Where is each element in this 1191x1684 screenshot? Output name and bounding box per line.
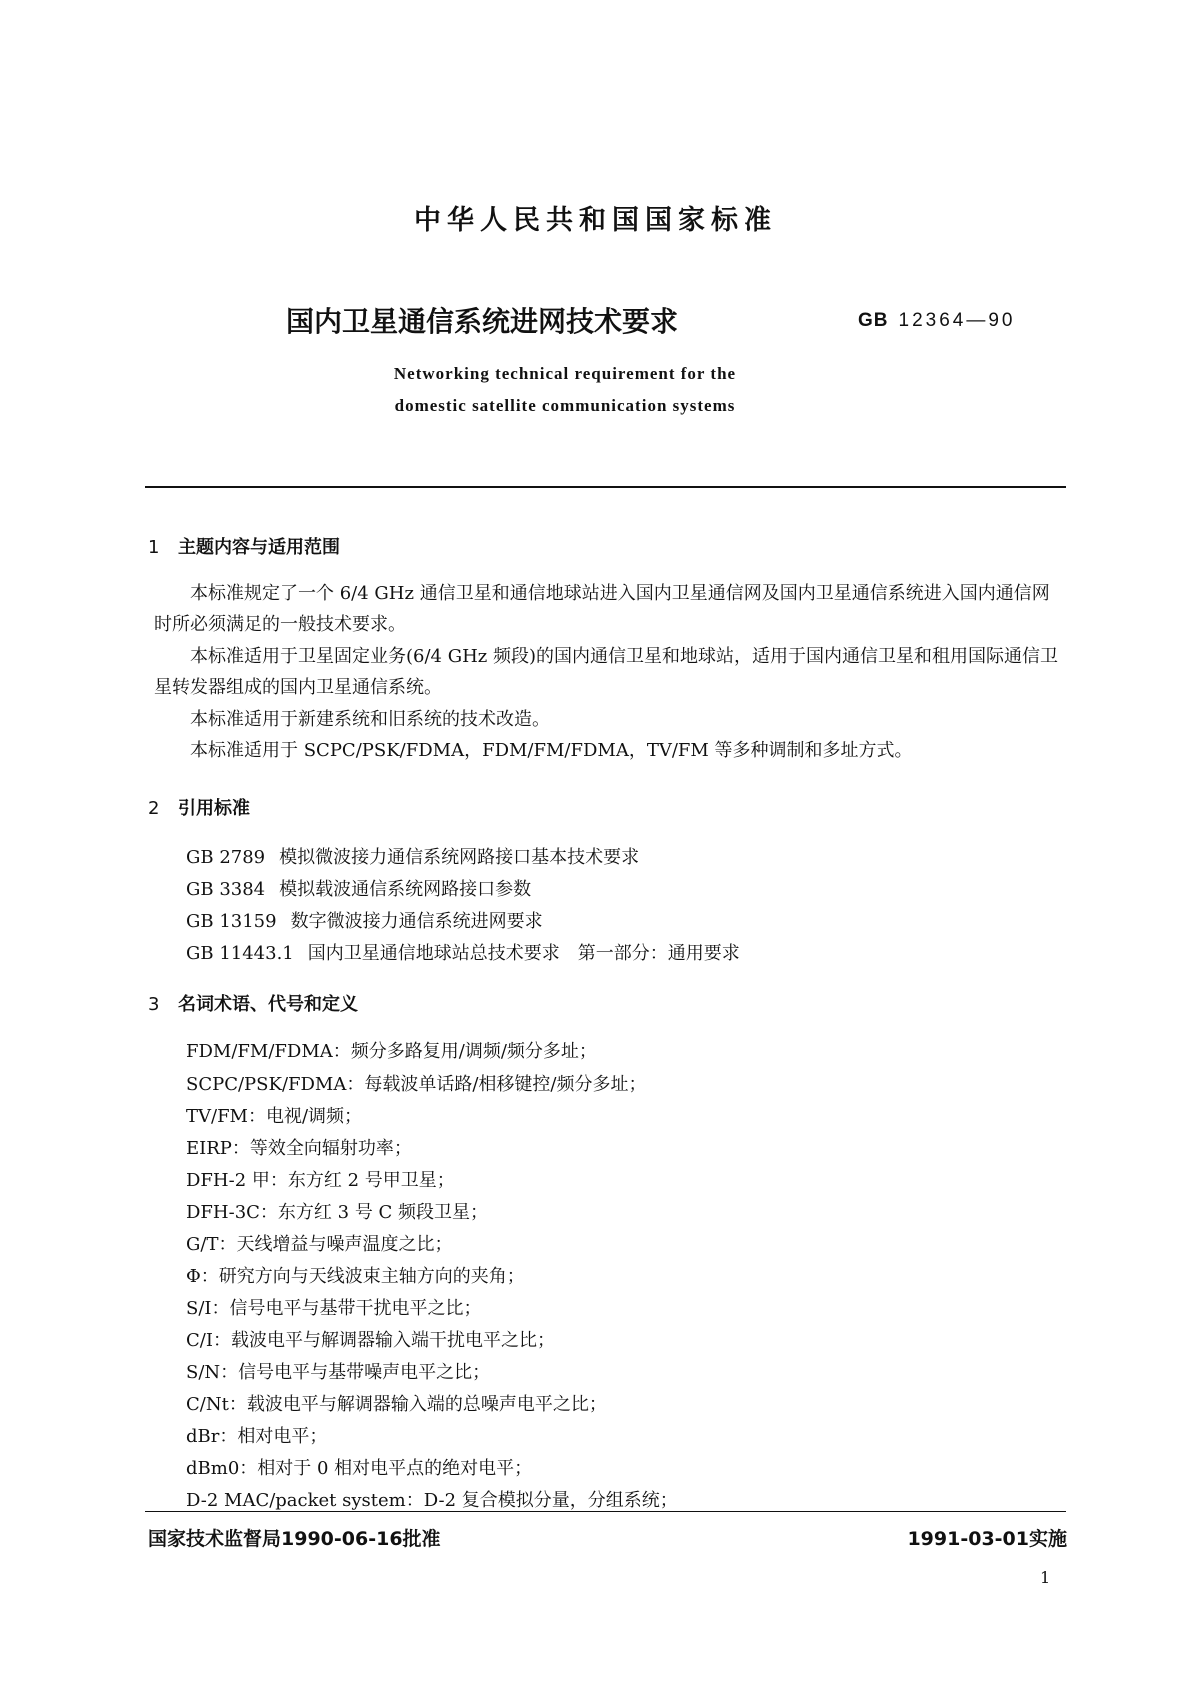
section-1-heading: [148, 533, 340, 559]
reference-code: GB 3384: [186, 879, 266, 900]
term-item: EIRP：等效全向辐射功率；: [186, 1138, 412, 1159]
reference-title: 数字微波接力通信系统进网要求: [290, 911, 543, 932]
standard-title-en-line2: domestic satellite communication systems: [394, 396, 736, 415]
term-item: SCPC/PSK/FDMA：每载波单话路/相移键控/频分多址；: [186, 1074, 647, 1095]
term-item: dBm0：相对于 0 相对电平点的绝对电平；: [186, 1458, 533, 1479]
standard-code-prefix: GB: [858, 310, 889, 331]
header-divider: [145, 486, 1066, 488]
section-1-paragraph-3: 本标准适用于新建系统和旧系统的技术改造。: [190, 709, 550, 730]
section-2-heading: [148, 794, 250, 820]
reference-title: 模拟微波接力通信系统网路接口基本技术要求: [279, 847, 640, 868]
section-2-title: 引用标准: [178, 798, 250, 819]
term-item: DFH-2 甲：东方红 2 号甲卫星；: [186, 1170, 455, 1191]
reference-code: GB 11443.1: [186, 943, 294, 964]
term-item: C/I：载波电平与解调器输入端干扰电平之比；: [186, 1330, 555, 1351]
reference-code: GB 13159: [186, 911, 277, 932]
implementation-date: 1991-03-01实施: [907, 1528, 1067, 1550]
section-3-heading: [148, 990, 358, 1016]
section-3-number: 3: [148, 994, 160, 1015]
term-item: C/Nt：载波电平与解调器输入端的总噪声电平之比；: [186, 1394, 607, 1415]
approval-statement: 国家技术监督局1990-06-16批准: [148, 1528, 441, 1550]
reference-item: [186, 875, 531, 901]
footer-divider: [145, 1511, 1066, 1512]
term-item: S/I：信号电平与基带干扰电平之比；: [186, 1298, 482, 1319]
reference-title: 模拟载波通信系统网路接口参数: [279, 879, 532, 900]
section-3-title: 名词术语、代号和定义: [178, 994, 358, 1015]
standard-code: [858, 310, 1015, 332]
standard-code-number: 12364—90: [898, 310, 1016, 331]
section-1-paragraph-2: 本标准适用于卫星固定业务(6/4 GHz 频段)的国内通信卫星和地球站，适用于国内通信卫星和租用国际通信卫星转发器组成的国内卫星通信系统。: [154, 646, 1059, 698]
reference-code: GB 2789: [186, 847, 266, 868]
page-number: 1: [1040, 1568, 1051, 1587]
reference-item: [186, 843, 639, 869]
standard-title-cn: 国内卫星通信系统进网技术要求: [286, 305, 679, 338]
reference-item: [186, 939, 740, 965]
section-1-title: 主题内容与适用范围: [178, 537, 340, 558]
term-item: DFH-3C：东方红 3 号 C 频段卫星；: [186, 1202, 489, 1223]
term-item: G/T：天线增益与噪声温度之比；: [186, 1234, 453, 1255]
term-item: D-2 MAC/packet system：D-2 复合模拟分量，分组系统；: [186, 1490, 678, 1511]
reference-title: 国内卫星通信地球站总技术要求 第一部分：通用要求: [307, 943, 740, 964]
reference-item: [186, 907, 543, 933]
term-item: Φ：研究方向与天线波束主轴方向的夹角；: [186, 1266, 525, 1287]
national-standard-heading: 中华人民共和国国家标准: [414, 205, 777, 236]
section-1-paragraph-1: 本标准规定了一个 6/4 GHz 通信卫星和通信地球站进入国内卫星通信网及国内卫星通信系统进入国内通信网时所必须满足的一般技术要求。: [154, 583, 1050, 635]
term-item: dBr：相对电平；: [186, 1426, 328, 1447]
section-1-paragraph-4: 本标准适用于 SCPC/PSK/FDMA，FDM/FM/FDMA，TV/FM 等多种调制和多址方式。: [190, 740, 913, 761]
term-item: FDM/FM/FDMA：频分多路复用/调频/频分多址；: [186, 1041, 597, 1062]
term-item: S/N：信号电平与基带噪声电平之比；: [186, 1362, 491, 1383]
standard-title-en-line1: Networking technical requirement for the: [393, 364, 737, 383]
section-1-number: 1: [148, 537, 160, 558]
section-2-number: 2: [148, 798, 160, 819]
term-item: TV/FM：电视/调频；: [186, 1106, 363, 1127]
